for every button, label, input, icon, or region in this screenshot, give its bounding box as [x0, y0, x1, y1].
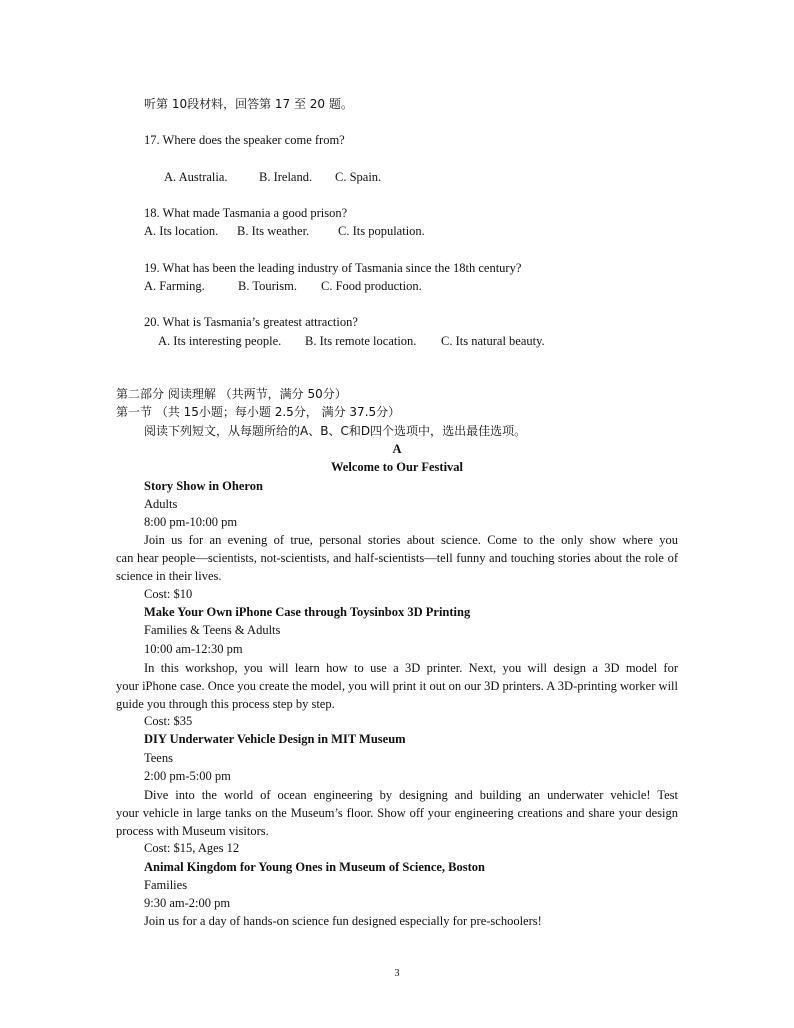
- event-1-cost: Cost: $10: [144, 587, 193, 601]
- question-17-stem: 17. Where does the speaker come from?: [144, 133, 345, 147]
- option-b: B. Its weather.: [237, 224, 310, 238]
- option-b: B. Ireland.: [259, 170, 313, 184]
- event-2-cost: Cost: $35: [144, 714, 193, 728]
- event-4-audience: Families: [144, 878, 188, 892]
- question-20-stem: 20. What is Tasmania’s greatest attraction?: [144, 315, 358, 329]
- passage-title: Welcome to Our Festival: [330, 460, 464, 474]
- event-3-desc-rest: your vehicle in large tanks on the Museum’s floor. Show off your engineering creations and share your design process with Museum visitors.: [116, 806, 678, 839]
- question-18-stem: 18. What made Tasmania a good prison?: [144, 206, 348, 220]
- event-3-cost: Cost: $15, Ages 12: [144, 841, 240, 855]
- option-b: B. Its remote location.: [305, 334, 417, 348]
- question-19-stem: 19. What has been the leading industry of Tasmania since the 18th century?: [144, 261, 522, 275]
- event-3-time: 2:00 pm-5:00 pm: [144, 769, 231, 783]
- event-2-audience: Families & Teens & Adults: [144, 623, 281, 637]
- event-1-desc-first: Join us for an evening of true, personal stories about science. Come to the only show where you: [144, 533, 678, 547]
- question-17-options: [164, 169, 381, 185]
- option-c: C. Its natural beauty.: [441, 334, 545, 348]
- event-3-name: DIY Underwater Vehicle Design in MIT Museum: [144, 732, 406, 746]
- event-1-name: Story Show in Oheron: [144, 479, 263, 493]
- option-c: C. Spain.: [335, 170, 382, 184]
- event-1-desc-rest: can hear people—scientists, not-scientists, and half-scientists—tell funny and touching stories about the role of science in their lives.: [116, 551, 678, 584]
- option-a: A. Farming.: [144, 279, 205, 293]
- reading-part-title: 第二部分 阅读理解 （共两节，满分 50分）: [116, 387, 347, 401]
- reading-section-title: 第一节 （共 15小题；每小题 2.5分， 满分 37.5分）: [116, 405, 401, 419]
- event-4-name: Animal Kingdom for Young Ones in Museum of Science, Boston: [144, 860, 486, 874]
- event-3-description: [116, 786, 678, 841]
- option-a: A. Its interesting people.: [158, 334, 282, 348]
- option-c: C. Its population.: [338, 224, 425, 238]
- passage-letter: A: [392, 442, 402, 456]
- page-number: 3: [394, 968, 400, 979]
- reading-instruction: 阅读下列短文，从每题所给的A、B、C和D四个选项中，选出最佳选项。: [144, 424, 527, 438]
- event-2-name: Make Your Own iPhone Case through Toysinbox 3D Printing: [144, 605, 471, 619]
- event-4-time: 9:30 am-2:00 pm: [144, 896, 231, 910]
- option-a: A. Its location.: [144, 224, 219, 238]
- event-1-audience: Adults: [144, 497, 178, 511]
- option-b: B. Tourism.: [238, 279, 297, 293]
- event-3-desc-first: Dive into the world of ocean engineering by designing and building an underwater vehicle! Test: [144, 788, 678, 802]
- question-20-options: [158, 333, 545, 349]
- event-3-audience: Teens: [144, 751, 173, 765]
- event-2-desc-first: In this workshop, you will learn how to use a 3D printer. Next, you will design a 3D model for: [144, 661, 678, 675]
- event-2-description: [116, 659, 678, 714]
- event-2-desc-rest: your iPhone case. Once you create the model, you will print it out on our 3D printers. A 3D-printing worker will guide you through this process step by step.: [116, 679, 678, 712]
- event-2-time: 10:00 am-12:30 pm: [144, 642, 243, 656]
- question-18-options: [144, 223, 425, 239]
- option-a: A. Australia.: [164, 170, 228, 184]
- event-4-desc-first: Join us for a day of hands-on science fun designed especially for pre-schoolers!: [144, 914, 542, 928]
- option-c: C. Food production.: [321, 279, 422, 293]
- listening-intro: 听第 10段材料，回答第 17 至 20 题。: [144, 97, 353, 111]
- question-19-options: [144, 278, 422, 294]
- event-1-time: 8:00 pm-10:00 pm: [144, 515, 238, 529]
- event-1-description: [116, 531, 678, 586]
